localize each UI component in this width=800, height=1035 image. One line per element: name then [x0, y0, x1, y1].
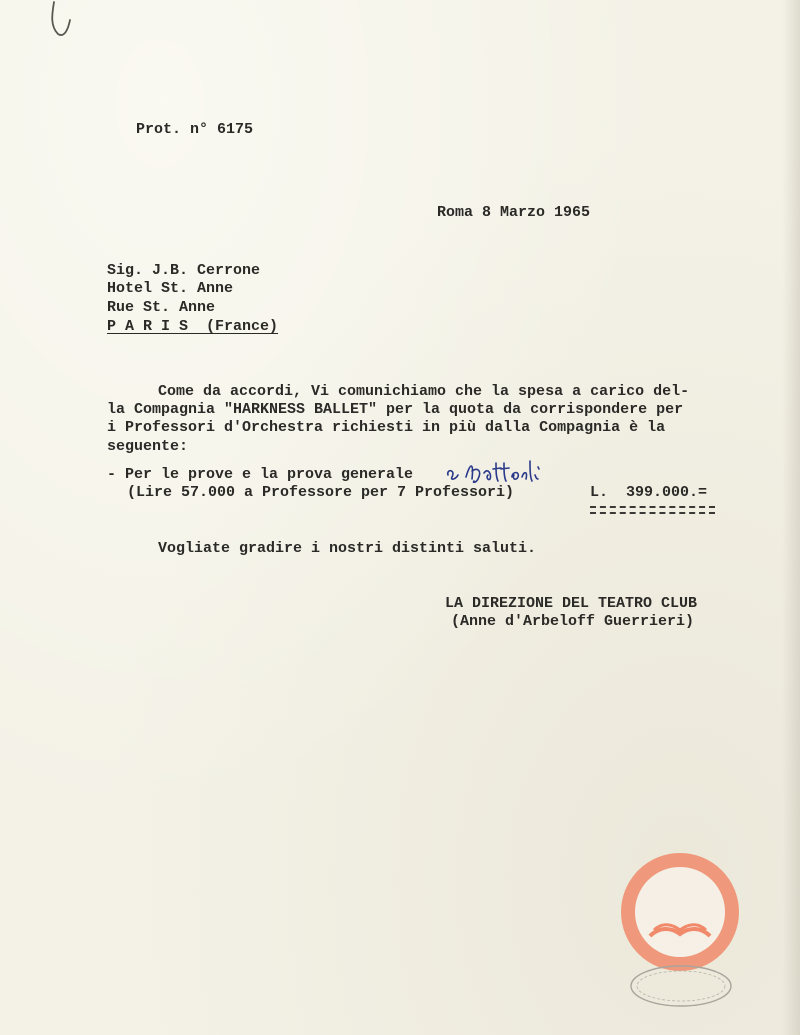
- recipient-city: P A R I S (France): [107, 318, 279, 335]
- item-line-2: (Lire 57.000 a Professore per 7 Professori): [127, 484, 515, 501]
- closing-line: Vogliate gradire i nostri distinti saluti.: [158, 540, 537, 557]
- body-line-3: i Professori d'Orchestra richiesti in più dalla Compagnia è la: [107, 419, 666, 436]
- signature-name: (Anne d'Arbeloff Guerrieri): [451, 613, 695, 630]
- body-line-2: la Compagnia "HARKNESS BALLET" per la quota da corrispondere per: [107, 401, 684, 418]
- amount: L. 399.000.=: [590, 484, 708, 501]
- body-line-4: seguente:: [107, 438, 189, 455]
- amount-separator: [590, 506, 715, 514]
- item-line-1: - Per le prove e la prova generale: [107, 466, 414, 483]
- archive-ink-stamp: [626, 962, 736, 1010]
- handwritten-annotation: [444, 457, 542, 485]
- baldini-library-stamp: [620, 852, 740, 972]
- recipient-street: Rue St. Anne: [107, 299, 216, 316]
- recipient-name: Sig. J.B. Cerrone: [107, 262, 261, 279]
- recipient-hotel: Hotel St. Anne: [107, 280, 234, 297]
- signature-organization: LA DIREZIONE DEL TEATRO CLUB: [445, 595, 698, 612]
- body-line-1: Come da accordi, Vi comunichiamo che la spesa a carico del-: [158, 383, 690, 400]
- place-date: Roma 8 Marzo 1965: [437, 204, 591, 221]
- paper-edge-shadow: [782, 0, 800, 1035]
- protocol-number: Prot. n° 6175: [136, 121, 254, 138]
- corner-pen-mark: [44, 0, 80, 44]
